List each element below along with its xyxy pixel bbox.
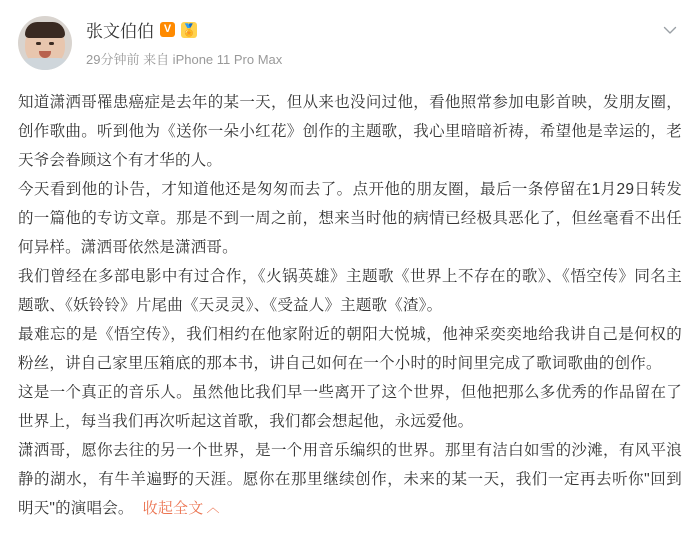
avatar[interactable] bbox=[18, 16, 72, 70]
chevron-down-icon[interactable] bbox=[662, 22, 678, 38]
verified-badge-icon: V bbox=[160, 22, 175, 37]
header-text bbox=[86, 14, 282, 68]
paragraph: 知道潇洒哥罹患癌症是去年的某一天，但从来也没问过他，看他照常参加电影首映，发朋友圈，创作歌曲。听到他为《送你一朵小红花》创作的主题歌，我心里暗暗祈祷，希望他是幸运的，老天爷会眷顾这个有才华的人。 bbox=[18, 94, 682, 169]
avatar-eye-right bbox=[49, 42, 54, 45]
author-row bbox=[86, 17, 282, 42]
chevron-up-icon[interactable]: ︿ bbox=[206, 500, 220, 515]
avatar-hair bbox=[25, 22, 65, 38]
paragraph-last bbox=[18, 436, 682, 523]
paragraph: 今天看到他的讣告，才知道他还是匆匆而去了。点开他的朋友圈，最后一条停留在1月29日转发的一篇他的专访文章。那是不到一周之前，想来当时他的病情已经极具恶化了，但丝毫看不出任何异样。潇洒哥依然是潇洒哥。 bbox=[18, 181, 682, 256]
author-name[interactable]: 张文伯伯 bbox=[86, 22, 154, 41]
collapse-text-link[interactable]: 收起全文 bbox=[142, 500, 204, 517]
paragraph-last-text: 潇洒哥，愿你去往的另一个世界，是一个用音乐编织的世界。那里有洁白如雪的沙滩，有风平浪静的湖水，有牛羊遍野的天涯。愿你在那里继续创作，未来的某一天，我们一定再去听你"回到明天"的演唱会。 bbox=[18, 442, 682, 517]
paragraph: 最难忘的是《悟空传》，我们相约在他家附近的朝阳大悦城，他神采奕奕地给我讲自己是何权的粉丝，讲自己家里压箱底的那本书，讲自己如何在一个小时的时间里完成了歌词歌曲的创作。 bbox=[18, 326, 682, 372]
paragraph: 这是一个真正的音乐人。虽然他比我们早一些离开了这个世界，但他把那么多优秀的作品留在了世界上，每当我们再次听起这首歌，我们都会想起他，永远爱他。 bbox=[18, 384, 682, 430]
post-meta: 29分钟前 来自 iPhone 11 Pro Max bbox=[86, 52, 283, 67]
post-content bbox=[18, 88, 682, 523]
avatar-shirt bbox=[19, 58, 71, 70]
medal-badge-icon: 🏅 bbox=[181, 22, 197, 37]
paragraph: 我们曾经在多部电影中有过合作，《火锅英雄》主题歌《世界上不存在的歌》、《悟空传》同名主题歌、《妖铃铃》片尾曲《天灵灵》、《受益人》主题歌《渣》。 bbox=[18, 268, 682, 314]
fold-control[interactable] bbox=[134, 500, 220, 517]
post-header bbox=[18, 14, 682, 76]
avatar-eye-left bbox=[36, 42, 41, 45]
